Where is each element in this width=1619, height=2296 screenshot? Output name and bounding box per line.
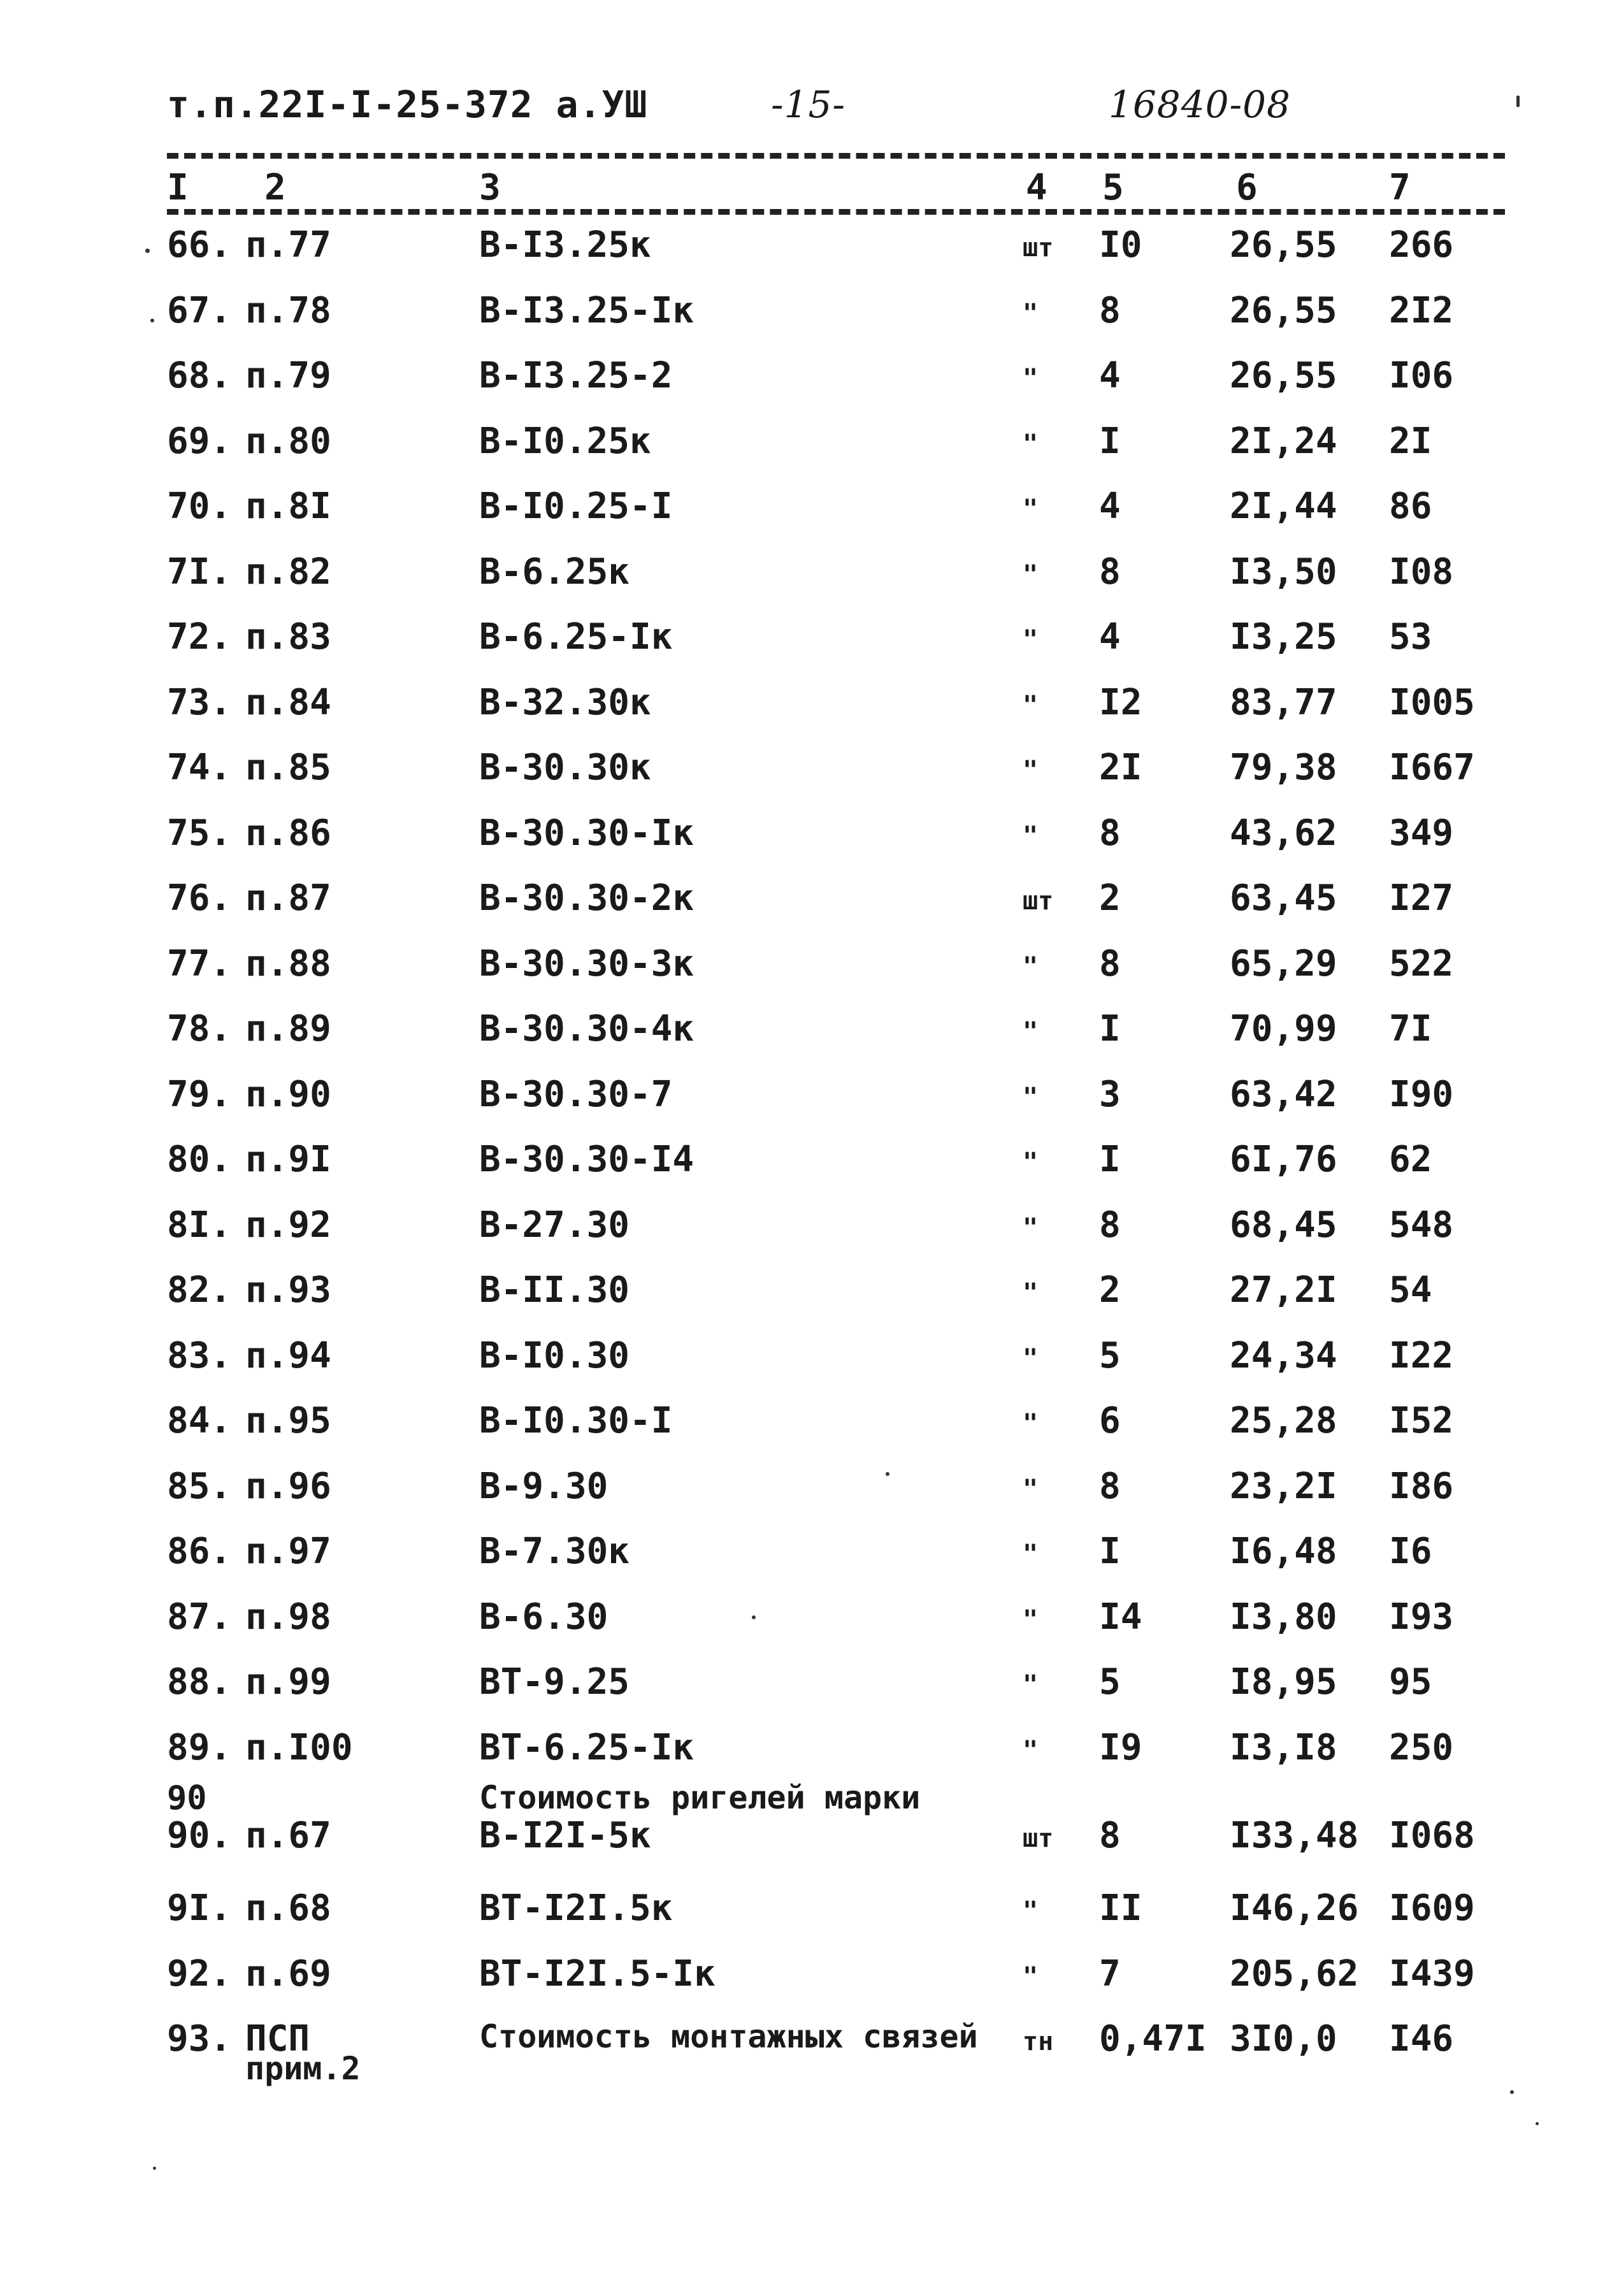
row-unit-price: 23,2I [1230, 1465, 1337, 1507]
table-row [0, 1880, 1619, 1946]
row-unit: " [1023, 1896, 1039, 1926]
table-row [0, 1066, 1619, 1132]
row-number: 67. [167, 289, 232, 331]
row-reference: п.89 [245, 1008, 331, 1050]
table-row [0, 609, 1619, 674]
row-reference: п.69 [245, 1953, 331, 1995]
row-total: I005 [1389, 681, 1475, 723]
scan-speck [1516, 96, 1520, 107]
column-header-divider [167, 209, 1505, 215]
scan-speck [145, 249, 150, 253]
row-total: I86 [1389, 1465, 1454, 1507]
row-item-name: В-I3.25-2 [479, 355, 673, 396]
row-total: I068 [1389, 1815, 1475, 1856]
column-header-6: 6 [1236, 167, 1258, 208]
row-quantity: 2 [1099, 1269, 1121, 1311]
column-header-3: 3 [479, 167, 501, 208]
scan-speck [1510, 2090, 1514, 2094]
row-reference: п.82 [245, 551, 331, 593]
table-row [0, 1719, 1619, 1785]
row-total: 522 [1389, 942, 1454, 985]
row-quantity: 2I [1099, 747, 1142, 788]
row-unit: " [1023, 1605, 1039, 1635]
scan-speck [150, 319, 154, 322]
table-row [0, 1946, 1619, 2011]
row-number: 73. [167, 681, 232, 723]
row-item-name: ВТ-6.25-Iк [479, 1726, 694, 1768]
row-number: 89. [167, 1726, 232, 1768]
row-quantity: 8 [1099, 551, 1121, 593]
row-total: I08 [1389, 551, 1454, 593]
row-quantity: I0 [1099, 224, 1142, 266]
row-unit: " [1023, 364, 1039, 393]
table-row [0, 217, 1619, 282]
row-unit-price: 43,62 [1230, 812, 1337, 854]
row-unit-price: I46,26 [1230, 1888, 1359, 1929]
row-number: 86. [167, 1531, 232, 1572]
row-quantity: 8 [1099, 1465, 1121, 1507]
row-reference: п.68 [245, 1888, 331, 1929]
row-item-name: ВТ-I2I.5-Iк [479, 1953, 716, 1995]
row-number: 93. [167, 2018, 232, 2060]
row-item-name: В-I0.25-I [479, 486, 673, 527]
row-reference: п.87 [245, 877, 331, 919]
row-item-name: В-30.30-4к [479, 1008, 694, 1050]
row-reference: п.79 [245, 355, 331, 396]
row-total: 548 [1389, 1204, 1454, 1246]
row-quantity: 5 [1099, 1661, 1121, 1703]
table-row [0, 674, 1619, 740]
row-reference: п.99 [245, 1661, 331, 1703]
row-item-name: Стоимость монтажных связей [479, 2018, 978, 2055]
row-number: 68. [167, 355, 232, 396]
table-row [0, 347, 1619, 413]
row-unit: " [1023, 690, 1039, 720]
row-total: I6 [1389, 1531, 1432, 1572]
row-quantity: 7 [1099, 1953, 1121, 1995]
row-item-name: В-27.30 [479, 1204, 630, 1246]
row-unit-price: I6,48 [1230, 1531, 1337, 1572]
row-quantity: 5 [1099, 1334, 1121, 1376]
row-quantity: I [1099, 420, 1121, 462]
scan-speck [1536, 2122, 1539, 2125]
row-total: 266 [1389, 224, 1454, 266]
row-number: 82. [167, 1269, 232, 1311]
row-quantity: 4 [1099, 486, 1121, 527]
row-unit-price: I3,50 [1230, 551, 1337, 593]
row-unit: " [1023, 1213, 1039, 1243]
row-number: 87. [167, 1596, 232, 1638]
row-quantity: I9 [1099, 1726, 1142, 1768]
row-number: 88. [167, 1661, 232, 1703]
row-number: 8I. [167, 1204, 232, 1246]
row-quantity: 2 [1099, 877, 1121, 919]
table-row [0, 739, 1619, 805]
row-reference: п.93 [245, 1269, 331, 1311]
row-reference: п.95 [245, 1400, 331, 1441]
row-unit: " [1023, 1343, 1039, 1373]
row-unit: " [1023, 821, 1039, 851]
row-item-name: В-32.30к [479, 681, 651, 723]
header-divider [167, 153, 1505, 159]
row-unit-price: 65,29 [1230, 942, 1337, 985]
row-unit-price: I3,80 [1230, 1596, 1337, 1638]
row-unit-price: 83,77 [1230, 681, 1337, 723]
row-item-name: В-30.30-2к [479, 877, 694, 919]
table-row [0, 1458, 1619, 1524]
row-reference: п.84 [245, 681, 331, 723]
row-number: 84. [167, 1400, 232, 1441]
row-reference: п.67 [245, 1815, 331, 1856]
scan-speck [752, 1615, 756, 1619]
table-row [0, 1779, 1619, 1880]
row-number: 90. [167, 1815, 232, 1856]
row-number: 77. [167, 942, 232, 985]
row-reference-note: прим.2 [245, 2050, 361, 2087]
row-unit: шт [1023, 1824, 1054, 1853]
row-total: I46 [1389, 2018, 1454, 2060]
table-row [0, 1131, 1619, 1197]
table-row [0, 413, 1619, 479]
row-total: 95 [1389, 1661, 1432, 1703]
row-total: 86 [1389, 486, 1432, 527]
row-number-label: 90 [167, 1779, 207, 1817]
table-row [0, 1197, 1619, 1262]
row-item-name: В-6.25-Iк [479, 616, 673, 658]
row-unit: " [1023, 1474, 1039, 1504]
table-row [0, 870, 1619, 935]
row-unit: " [1023, 1278, 1039, 1308]
row-total: I93 [1389, 1596, 1454, 1638]
cost-table [0, 217, 1619, 2112]
row-unit-price: 205,62 [1230, 1953, 1359, 1995]
row-reference: п.77 [245, 224, 331, 266]
row-item-name: В-I2I-5к [479, 1815, 651, 1856]
row-item-name: В-I0.25к [479, 420, 651, 462]
row-quantity: I [1099, 1139, 1121, 1180]
row-quantity: I2 [1099, 681, 1142, 723]
row-unit-price: 25,28 [1230, 1400, 1337, 1441]
row-total: I52 [1389, 1400, 1454, 1441]
table-row [0, 1654, 1619, 1719]
row-quantity: 8 [1099, 289, 1121, 331]
row-total: 2I [1389, 420, 1432, 462]
row-quantity: 8 [1099, 1204, 1121, 1246]
row-unit-price: 79,38 [1230, 747, 1337, 788]
row-total: 7I [1389, 1008, 1432, 1050]
row-unit-price: 63,42 [1230, 1073, 1337, 1115]
table-row [0, 935, 1619, 1001]
row-unit-price: 2I,24 [1230, 420, 1337, 462]
row-unit: " [1023, 1540, 1039, 1569]
row-item-name: В-I3.25к [479, 224, 651, 266]
row-item-name: ВТ-9.25 [479, 1661, 630, 1703]
scan-speck [886, 1472, 889, 1476]
row-unit-price: 70,99 [1230, 1008, 1337, 1050]
row-number: 85. [167, 1465, 232, 1507]
row-item-name: В-I3.25-Iк [479, 289, 694, 331]
row-reference: п.83 [245, 616, 331, 658]
row-unit: " [1023, 429, 1039, 459]
row-quantity: 8 [1099, 942, 1121, 985]
row-total: 53 [1389, 616, 1432, 658]
row-reference: п.92 [245, 1204, 331, 1246]
row-unit-price: I8,95 [1230, 1661, 1337, 1703]
page-number: -15- [771, 83, 845, 126]
row-total: 349 [1389, 812, 1454, 854]
row-quantity: II [1099, 1888, 1142, 1929]
row-item-name: В-6.30 [479, 1596, 608, 1638]
row-number: 7I. [167, 551, 232, 593]
row-item-name: В-II.30 [479, 1269, 630, 1311]
row-quantity: 6 [1099, 1400, 1121, 1441]
row-section-title: Стоимость ригелей марки [479, 1779, 921, 1816]
row-quantity: I4 [1099, 1596, 1142, 1638]
row-number: 75. [167, 812, 232, 854]
archive-number: 16840-08 [1109, 83, 1291, 126]
row-total: 54 [1389, 1269, 1432, 1311]
row-item-name: В-7.30к [479, 1531, 630, 1572]
row-unit: " [1023, 756, 1039, 785]
row-unit-price: 63,45 [1230, 877, 1337, 919]
row-number: 66. [167, 224, 232, 266]
row-reference: п.80 [245, 420, 331, 462]
row-unit: " [1023, 1670, 1039, 1700]
row-unit-price: 6I,76 [1230, 1139, 1337, 1180]
row-number: 74. [167, 747, 232, 788]
row-number: 76. [167, 877, 232, 919]
row-unit-price: 26,55 [1230, 289, 1337, 331]
column-header-7: 7 [1389, 167, 1411, 208]
row-reference: п.96 [245, 1465, 331, 1507]
row-quantity: I [1099, 1531, 1121, 1572]
row-quantity: I [1099, 1008, 1121, 1050]
table-row [0, 1262, 1619, 1327]
column-header-4: 4 [1026, 167, 1047, 208]
row-item-name: В-30.30-I4 [479, 1139, 694, 1180]
table-row [0, 1327, 1619, 1393]
row-quantity: 8 [1099, 1815, 1121, 1856]
row-unit-price: 26,55 [1230, 355, 1337, 396]
row-total: I90 [1389, 1073, 1454, 1115]
row-total: I06 [1389, 355, 1454, 396]
row-unit: " [1023, 1735, 1039, 1765]
row-total: I22 [1389, 1334, 1454, 1376]
document-reference: т.п.22I-I-25-372 а.УШ [167, 83, 648, 126]
row-item-name: В-30.30-7 [479, 1073, 673, 1115]
row-number: 79. [167, 1073, 232, 1115]
row-reference: п.98 [245, 1596, 331, 1638]
row-item-name: В-30.30-Iк [479, 812, 694, 854]
row-unit: " [1023, 1148, 1039, 1177]
row-item-name: В-30.30-3к [479, 942, 694, 985]
row-reference: п.9I [245, 1139, 331, 1180]
row-unit-price: 26,55 [1230, 224, 1337, 266]
row-unit-price: 24,34 [1230, 1334, 1337, 1376]
table-row [0, 1000, 1619, 1066]
row-unit-price: I3,25 [1230, 616, 1337, 658]
row-unit: " [1023, 625, 1039, 654]
row-quantity: 0,47I [1099, 2018, 1207, 2060]
row-number: 92. [167, 1953, 232, 1995]
row-number: 72. [167, 616, 232, 658]
row-unit: " [1023, 495, 1039, 524]
row-total: 62 [1389, 1139, 1432, 1180]
column-header-5: 5 [1102, 167, 1124, 208]
row-unit: шт [1023, 886, 1054, 916]
row-item-name: В-I0.30-I [479, 1400, 673, 1441]
row-number: 78. [167, 1008, 232, 1050]
table-row [0, 805, 1619, 870]
row-unit-price: 3I0,0 [1230, 2018, 1337, 2060]
row-item-name: В-I0.30 [479, 1334, 630, 1376]
row-reference: ПСП [245, 2018, 310, 2060]
table-row [0, 2011, 1619, 2112]
table-row [0, 544, 1619, 609]
row-item-name: В-6.25к [479, 551, 630, 593]
row-unit: " [1023, 560, 1039, 589]
row-reference: п.97 [245, 1531, 331, 1572]
row-total: I609 [1389, 1888, 1475, 1929]
row-unit: " [1023, 1409, 1039, 1438]
row-reference: п.I00 [245, 1726, 353, 1768]
row-unit-price: I3,I8 [1230, 1726, 1337, 1768]
row-reference: п.90 [245, 1073, 331, 1115]
row-number: 80. [167, 1139, 232, 1180]
row-number: 69. [167, 420, 232, 462]
table-row [0, 282, 1619, 348]
row-total: 250 [1389, 1726, 1454, 1768]
row-number: 70. [167, 486, 232, 527]
row-quantity: 4 [1099, 355, 1121, 396]
column-header-2: 2 [264, 167, 286, 208]
row-unit: шт [1023, 233, 1054, 263]
row-reference: п.78 [245, 289, 331, 331]
row-reference: п.85 [245, 747, 331, 788]
row-item-name: В-30.30к [479, 747, 651, 788]
row-reference: п.94 [245, 1334, 331, 1376]
row-unit: " [1023, 951, 1039, 981]
row-unit-price: I33,48 [1230, 1815, 1359, 1856]
row-unit: " [1023, 1961, 1039, 1991]
row-unit: тн [1023, 2027, 1054, 2056]
row-number: 83. [167, 1334, 232, 1376]
row-unit-price: 2I,44 [1230, 486, 1337, 527]
row-quantity: 3 [1099, 1073, 1121, 1115]
row-quantity: 4 [1099, 616, 1121, 658]
table-row [0, 478, 1619, 544]
table-row [0, 1523, 1619, 1589]
row-item-name: В-9.30 [479, 1465, 608, 1507]
column-header-1: I [167, 167, 189, 208]
row-unit-price: 27,2I [1230, 1269, 1337, 1311]
row-unit-price: 68,45 [1230, 1204, 1337, 1246]
row-unit: " [1023, 1082, 1039, 1112]
row-quantity: 8 [1099, 812, 1121, 854]
row-unit: " [1023, 1017, 1039, 1046]
row-total: I439 [1389, 1953, 1475, 1995]
row-reference: п.8I [245, 486, 331, 527]
row-reference: п.86 [245, 812, 331, 854]
table-row [0, 1392, 1619, 1458]
row-total: I667 [1389, 747, 1475, 788]
row-item-name: ВТ-I2I.5к [479, 1888, 673, 1929]
table-row [0, 1589, 1619, 1654]
row-total: I27 [1389, 877, 1454, 919]
scan-speck [153, 2167, 156, 2170]
row-unit: " [1023, 298, 1039, 328]
row-reference: п.88 [245, 942, 331, 985]
row-total: 2I2 [1389, 289, 1454, 331]
row-number: 9I. [167, 1888, 232, 1929]
